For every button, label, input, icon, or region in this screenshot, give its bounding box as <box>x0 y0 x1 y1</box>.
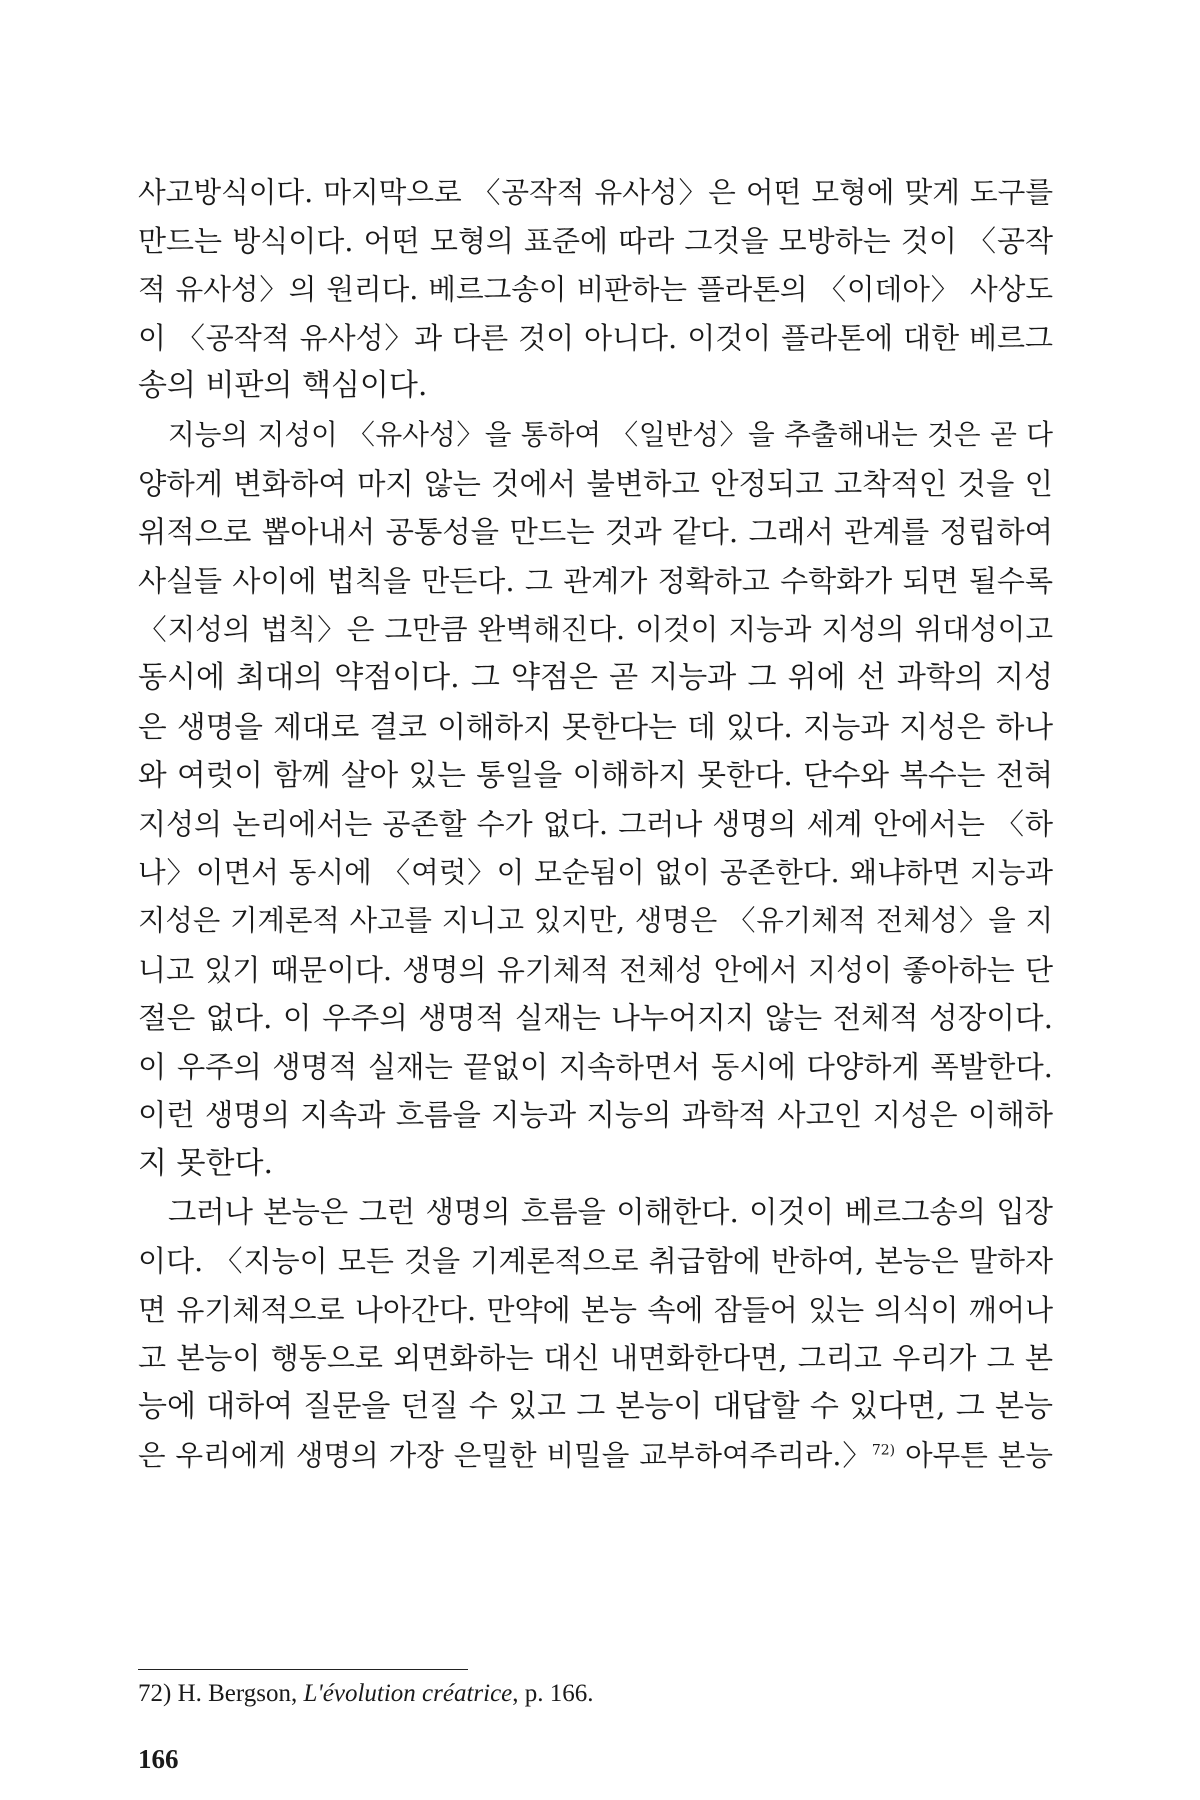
text-line: 이 우주의 생명적 실재는 끝없이 지속하면서 동시에 다양하게 폭발한다. <box>138 1049 1053 1084</box>
footnote <box>138 1676 594 1712</box>
text-line: 만드는 방식이다. 어떤 모형의 표준에 따라 그것을 모방하는 것이 〈공작 <box>138 223 1053 258</box>
footnote-page: , p. 166. <box>512 1680 594 1707</box>
text-line: 이 〈공작적 유사성〉과 다른 것이 아니다. 이것이 플라톤에 대한 베르그 <box>138 320 1053 355</box>
body-text <box>138 168 1053 1480</box>
text-line: 양하게 변화하여 마지 않는 것에서 불변하고 안정되고 고착적인 것을 인 <box>138 466 1053 501</box>
footnote-number: 72) <box>138 1680 172 1707</box>
text-line: 위적으로 뽑아내서 공통성을 만드는 것과 같다. 그래서 관계를 정립하여 <box>138 515 1053 550</box>
text-line: 고 본능이 행동으로 외면화하는 대신 내면화한다면, 그리고 우리가 그 본 <box>138 1341 1053 1376</box>
text-line: 절은 없다. 이 우주의 생명적 실재는 나누어지지 않는 전체적 성장이다. <box>138 1000 1053 1036</box>
text-line: 〈지성의 법칙〉은 그만큼 완벽해진다. 이것이 지능과 지성의 위대성이고 <box>138 612 1053 647</box>
text-line: 송의 비판의 핵심이다. <box>138 368 428 404</box>
text-line: 지 못한다. <box>138 1145 273 1181</box>
text-line <box>138 1431 1053 1480</box>
footnote-author: H. Bergson, <box>177 1680 298 1707</box>
page-number: 166 <box>138 1744 179 1774</box>
text-line: 면 유기체적으로 나아간다. 만약에 본능 속에 잠들어 있는 의식이 깨어나 <box>138 1292 1053 1327</box>
text-tail: 아무튼 본능 <box>895 1438 1053 1473</box>
text-line: 와 여럿이 함께 살아 있는 통일을 이해하지 못한다. 단수와 복수는 전혀 <box>138 757 1053 793</box>
footnote-title: L'évolution créatrice <box>303 1680 513 1707</box>
text-line: 나〉이면서 동시에 〈여럿〉이 모순됨이 없이 공존한다. 왜냐하면 지능과 <box>138 855 1053 890</box>
text-line: 사고방식이다. 마지막으로 〈공작적 유사성〉은 어떤 모형에 맞게 도구를 <box>138 175 1053 209</box>
text-line: 니고 있기 때문이다. 생명의 유기체적 전체성 안에서 지성이 좋아하는 단 <box>138 952 1053 987</box>
quote-text: 은 우리에게 생명의 가장 은밀한 비밀을 교부하여주리라.〉 <box>138 1438 872 1473</box>
text-line: 지성의 논리에서는 공존할 수가 없다. 그러나 생명의 세계 안에서는 〈하 <box>138 806 1053 841</box>
text-line: 동시에 최대의 약점이다. 그 약점은 곧 지능과 그 위에 선 과학의 지성 <box>138 659 1053 695</box>
text-line: 그러나 본능은 그런 생명의 흐름을 이해한다. 이것이 베르그송의 입장 <box>168 1195 1053 1230</box>
text-line: 은 생명을 제대로 결코 이해하지 못한다는 데 있다. 지능과 지성은 하나 <box>138 708 1053 744</box>
text-line: 지능의 지성이 〈유사성〉을 통하여 〈일반성〉을 추출해내는 것은 곧 다 <box>168 417 1053 451</box>
text-line: 능에 대하여 질문을 던질 수 있고 그 본능이 대답할 수 있다면, 그 본능 <box>138 1388 1053 1424</box>
text-line: 적 유사성〉의 원리다. 베르그송이 비판하는 플라톤의 〈이데아〉 사상도 <box>138 272 1053 307</box>
footnote-divider <box>138 1669 468 1670</box>
text-line: 이런 생명의 지속과 흐름을 지능과 지능의 과학적 사고인 지성은 이해하 <box>138 1098 1053 1133</box>
footnote-marker: 72) <box>871 1442 896 1459</box>
text-line: 지성은 기계론적 사고를 지니고 있지만, 생명은 〈유기체적 전체성〉을 지 <box>138 903 1053 937</box>
text-line: 이다. 〈지능이 모든 것을 기계론적으로 취급함에 반하여, 본능은 말하자 <box>138 1244 1053 1279</box>
text-line: 사실들 사이에 법칙을 만든다. 그 관계가 정확하고 수학화가 되면 될수록 <box>138 563 1053 598</box>
